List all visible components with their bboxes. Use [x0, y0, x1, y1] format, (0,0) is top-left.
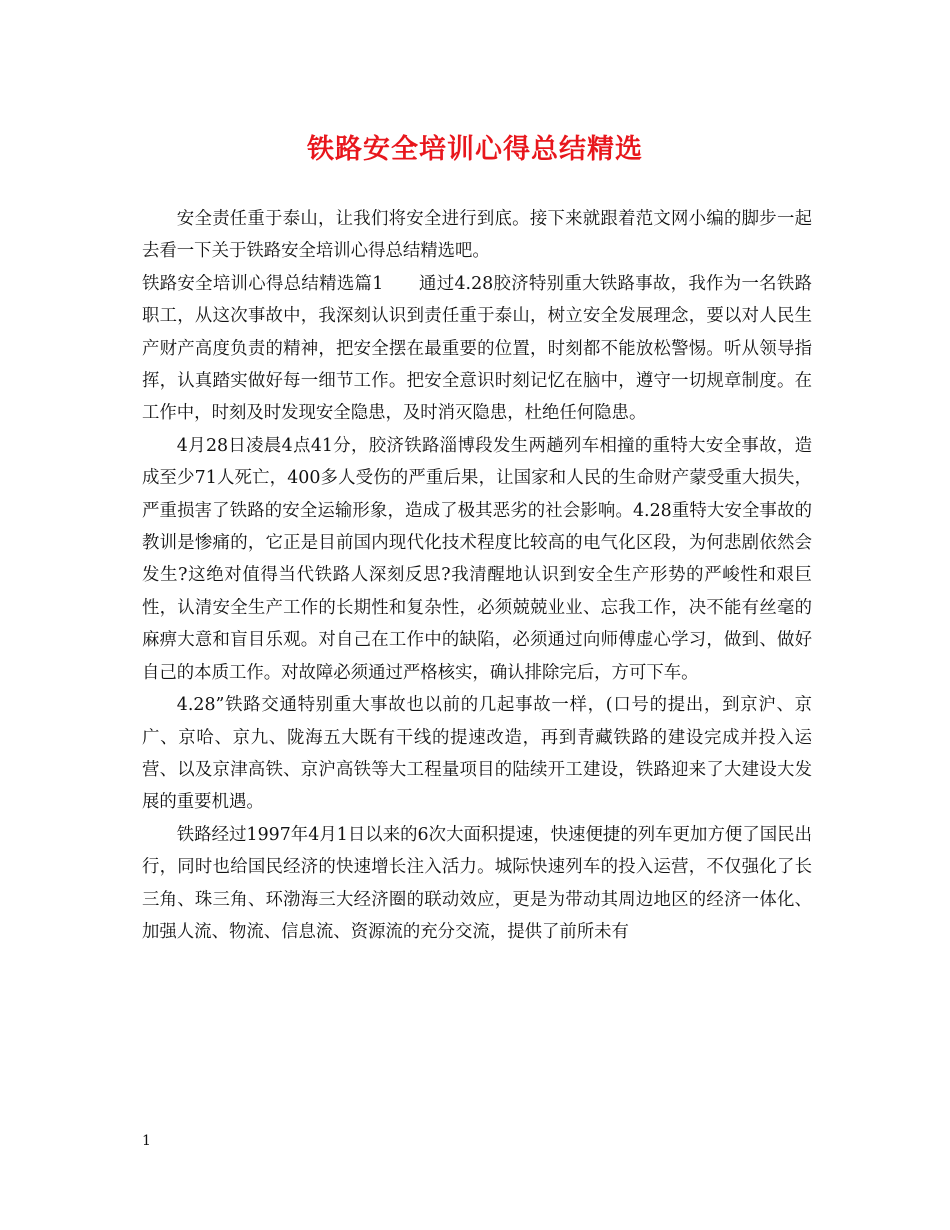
- section-1-paragraph: 铁路安全培训心得总结精选篇1 通过4.28胶济特别重大铁路事故，我作为一名铁路职工，从这次事故中，我深刻认识到责任重于泰山，树立安全发展理念，要以对人民生产财产高度负责的精神，把安全摆在最重要的位置，时刻都不能放松警惕。听从领导指挥，认真踏实做好每一细节工作。把安全意识时刻记忆在脑中，遵守一切规章制度。在工作中，时刻及时发现安全隐患，及时消灭隐患，杜绝任何隐患。: [142, 273, 812, 424]
- body-paragraph-development: 4.28”铁路交通特别重大事故也以前的几起事故一样，(口号的提出，到京沪、京广、京哈、京九、陇海五大既有干线的提速改造，再到青藏铁路的建设完成并投入运营、以及京津高铁、京沪高铁等大工程量项目的陆续开工建设，铁路迎来了大建设大发展的重要机遇。: [142, 695, 812, 813]
- intro-paragraph: 安全责任重于泰山，让我们将安全进行到底。接下来就跟着范文网小编的脚步一起去看一下关于铁路安全培训心得总结精选吧。: [142, 209, 812, 262]
- document-title: 铁路安全培训心得总结精选: [307, 134, 643, 165]
- page-number: 1: [142, 1133, 151, 1149]
- body-paragraph-speedup: 铁路经过1997年4月1日以来的6次大面积提速，快速便捷的列车更加方便了国民出行，同时也给国民经济的快速增长注入活力。城际快速列车的投入运营，不仅强化了长三角、珠三角、环渤海三大经济圈的联动效应，更是为带动其周边地区的经济一体化、加强人流、物流、信息流、资源流的充分交流，提供了前所未有: [142, 824, 812, 942]
- document-body: [142, 203, 812, 948]
- body-paragraph-accident: 4月28日凌晨4点41分，胶济铁路淄博段发生两趟列车相撞的重特大安全事故，造成至少71人死亡，400多人受伤的严重后果，让国家和人民的生命财产蒙受重大损失，严重损害了铁路的安全运输形象，造成了极其恶劣的社会影响。4.28重特大安全事故的教训是惨痛的，它正是目前国内现代化技术程度比较高的电气化区段，为何悲剧依然会发生?这绝对值得当代铁路人深刻反思?我清醒地认识到安全生产形势的严峻性和艰巨性，认清安全生产工作的长期性和复杂性，必须兢兢业业、忘我工作，决不能有丝毫的麻痹大意和盲目乐观。对自己在工作中的缺陷，必须通过向师傅虚心学习，做到、做好自己的本质工作。对故障必须通过严格核实，确认排除完后，方可下车。: [142, 435, 812, 683]
